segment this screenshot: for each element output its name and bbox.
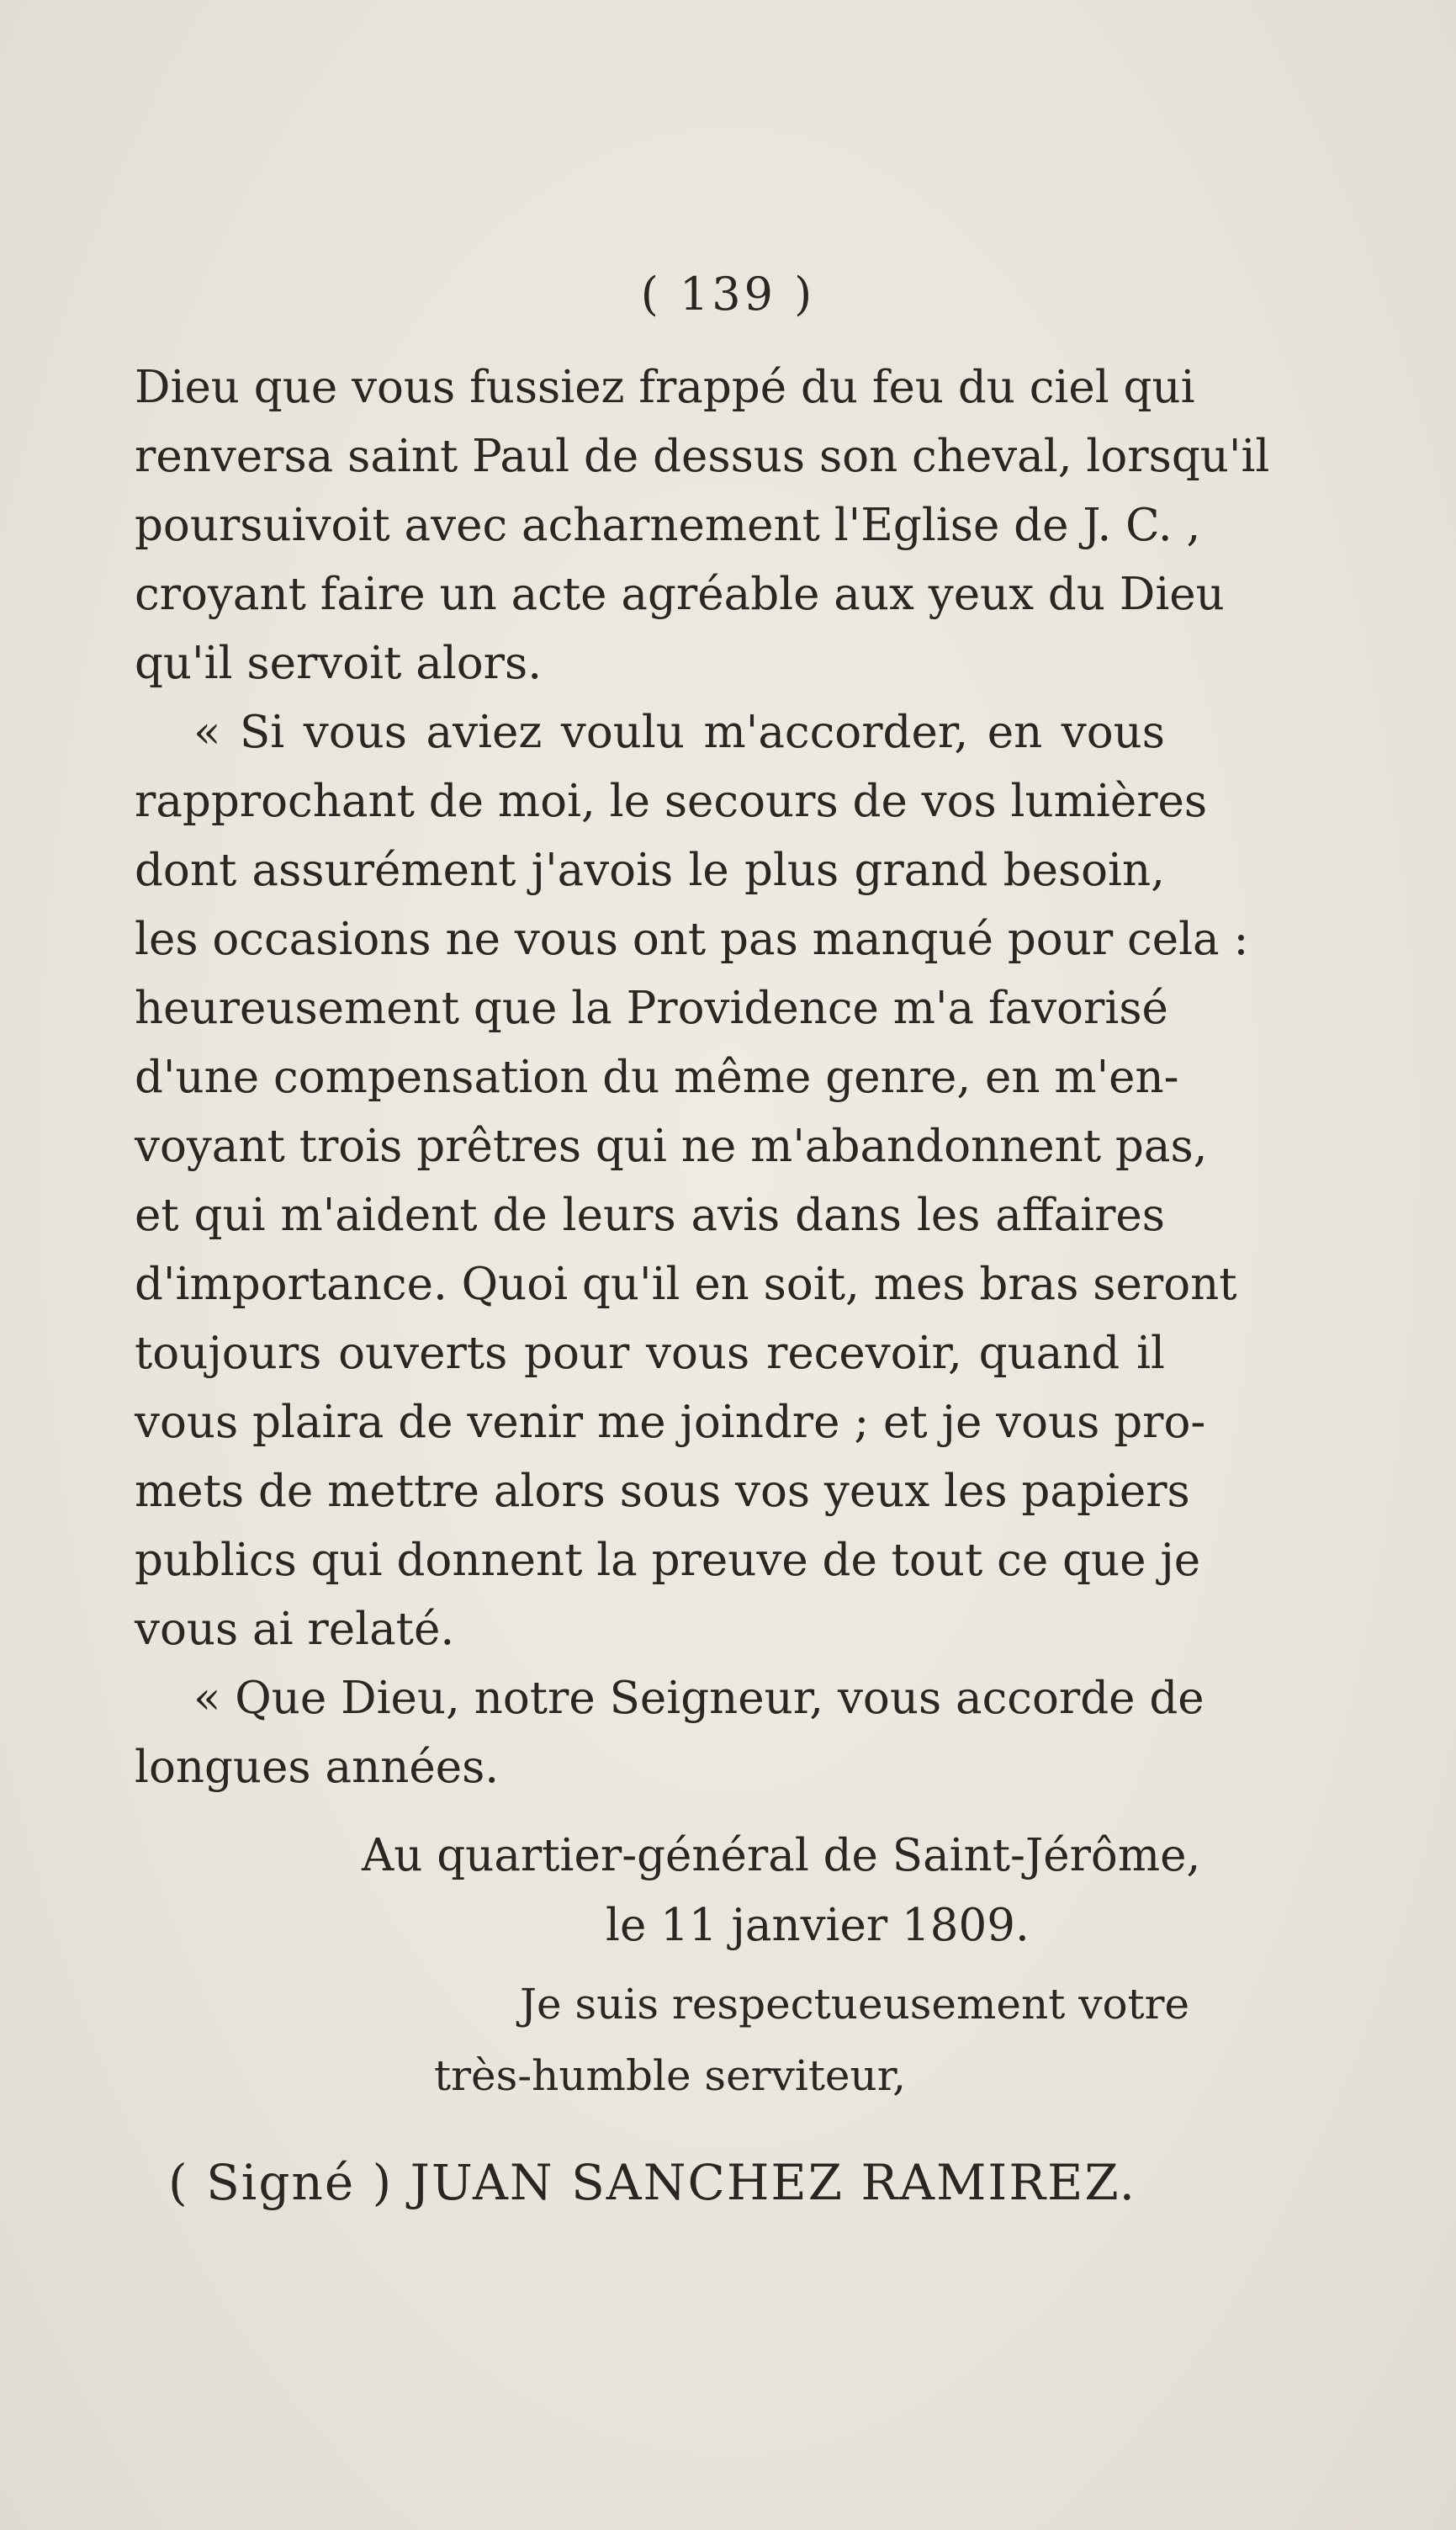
letter-closing: Je suis respectueusement votre [520, 1980, 1190, 2029]
text-line: les occasions ne vous ont pas manqué pour cela : [135, 914, 1249, 965]
signature-line: ( Signé ) JUAN SANCHEZ RAMIREZ. [168, 2154, 1137, 2211]
text-line: rapprochant de moi, le secours de vos lumières [135, 776, 1208, 827]
text-line: d'une compensation du même genre, en m'en- [135, 1052, 1179, 1103]
text-line: dont assurément j'avois le plus grand besoin, [135, 845, 1165, 896]
text-line: d'importance. Quoi qu'il en soit, mes bras seront [135, 1259, 1237, 1310]
text-line: qu'il servoit alors. [135, 638, 543, 689]
text-line: heureusement que la Providence m'a favorisé [135, 983, 1168, 1034]
body-text [135, 353, 1270, 1802]
text-line: « Si vous aviez voulu m'accorder, en vous [193, 707, 1165, 758]
text-line: longues années. [135, 1742, 500, 1793]
text-line: vous plaira de venir me joindre ; et je vous pro- [135, 1397, 1206, 1448]
text-line: vous ai relaté. [135, 1604, 455, 1655]
text-line: voyant trois prêtres qui ne m'abandonnent pas, [135, 1121, 1208, 1172]
letter-place: Au quartier-général de Saint-Jérôme, [362, 1830, 1201, 1881]
letter-date: le 11 janvier 1809. [606, 1900, 1030, 1951]
letter-closing-continued: très-humble serviteur, [434, 2051, 907, 2100]
text-line: Dieu que vous fussiez frappé du feu du ciel qui [135, 362, 1195, 413]
text-line: publics qui donnent la preuve de tout ce que je [135, 1535, 1201, 1586]
page-number: ( 139 ) [640, 268, 816, 321]
text-line: poursuivoit avec acharnement l'Eglise de J. C. , [135, 500, 1201, 551]
text-line: renversa saint Paul de dessus son cheval, lorsqu'il [135, 431, 1270, 482]
text-line: croyant faire un acte agréable aux yeux du Dieu [135, 569, 1225, 620]
text-line: toujours ouverts pour vous recevoir, quand il [135, 1328, 1165, 1379]
text-line: mets de mettre alors sous vos yeux les papiers [135, 1466, 1190, 1517]
text-line: et qui m'aident de leurs avis dans les affaires [135, 1190, 1165, 1241]
text-line: « Que Dieu, notre Seigneur, vous accorde de [193, 1673, 1205, 1724]
